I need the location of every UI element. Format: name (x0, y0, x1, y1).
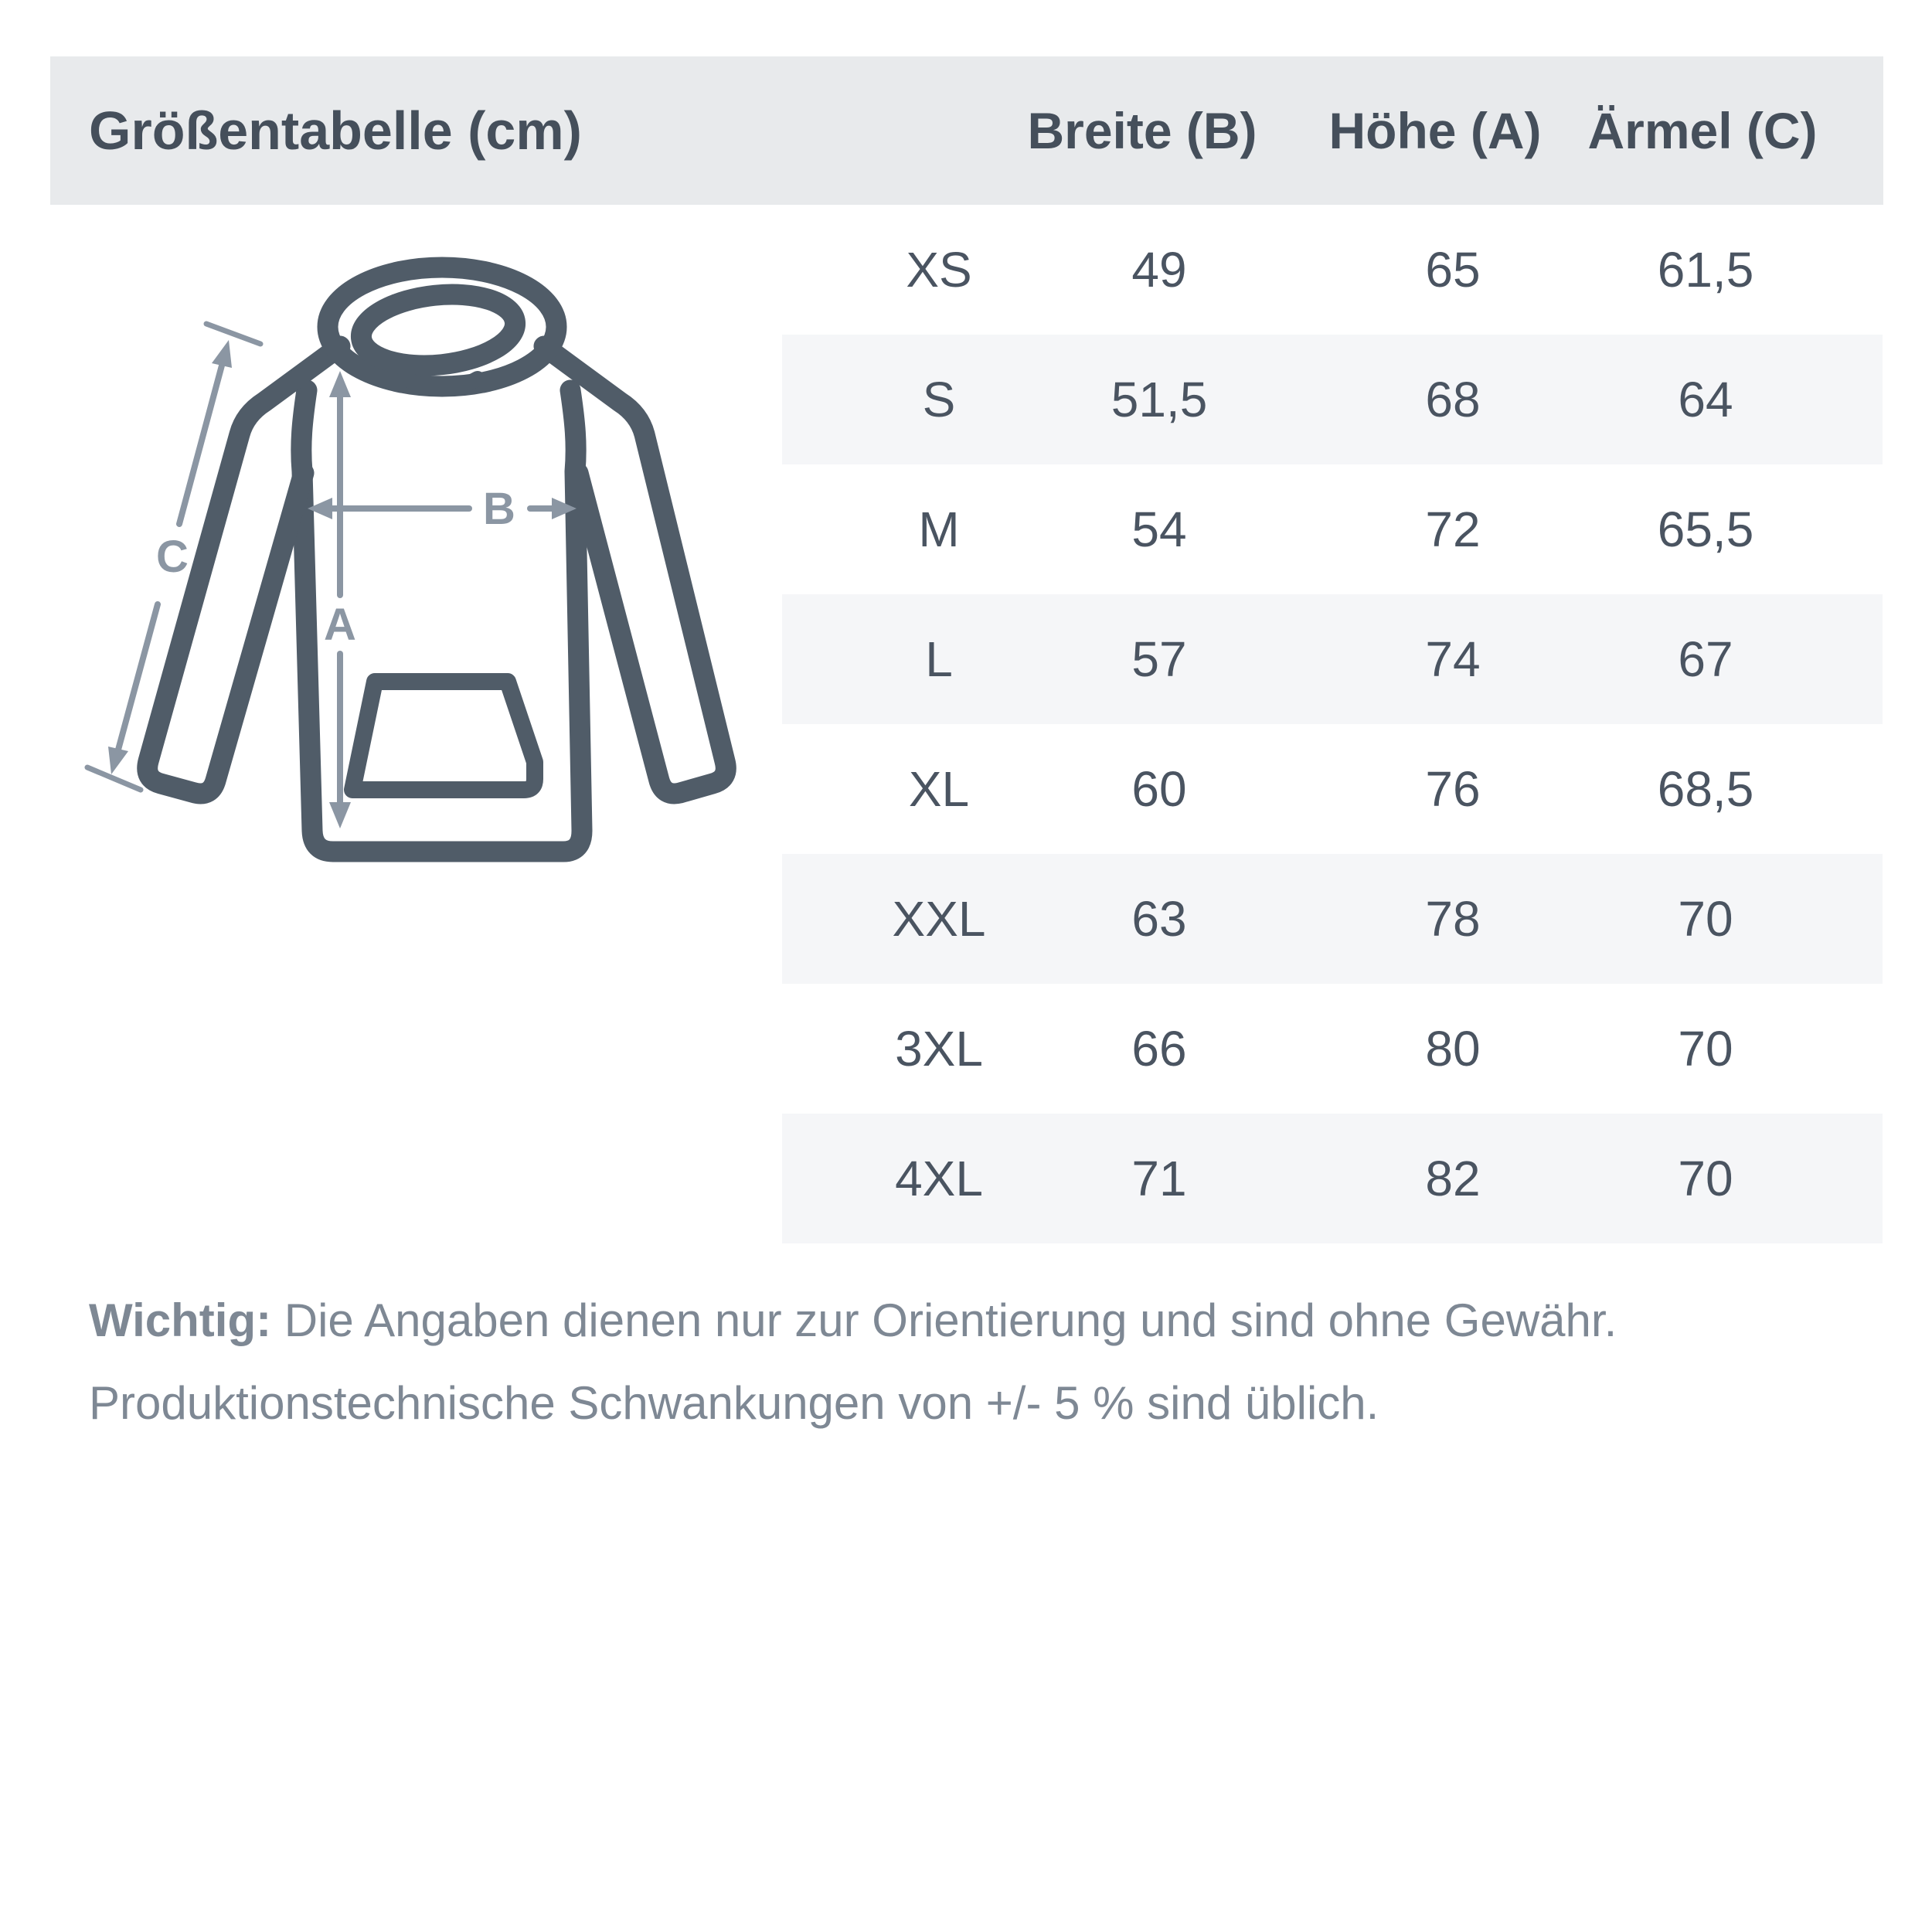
label-C: C (156, 532, 189, 582)
label-A: A (324, 600, 356, 650)
breite-value: 51,5 (1111, 372, 1208, 427)
aermel-value: 61,5 (1657, 242, 1754, 298)
footer-note (89, 1279, 1851, 1444)
table-row (782, 205, 1883, 335)
size-label: S (922, 372, 956, 427)
hoehe-value: 74 (1425, 631, 1481, 687)
breite-value: 66 (1131, 1021, 1187, 1077)
hoehe-value: 82 (1425, 1151, 1481, 1206)
hoodie-outline-drawing (62, 216, 757, 873)
table-header (50, 56, 1883, 205)
breite-value: 60 (1131, 761, 1187, 817)
table-row (782, 724, 1883, 854)
table-row (782, 1114, 1883, 1243)
breite-value: 63 (1131, 891, 1187, 947)
aermel-value: 68,5 (1657, 761, 1754, 817)
aermel-value: 70 (1678, 1021, 1733, 1077)
hoodie-measurement-diagram (62, 216, 757, 873)
size-label: M (918, 502, 960, 557)
aermel-value: 65,5 (1657, 502, 1754, 557)
hoodie-icon (148, 267, 726, 852)
table-row (782, 335, 1883, 464)
hoehe-value: 72 (1425, 502, 1481, 557)
size-label: XS (906, 242, 972, 298)
size-label: L (925, 631, 953, 687)
table-row (782, 984, 1883, 1114)
aermel-value: 67 (1678, 631, 1733, 687)
page-title: Größentabelle (cm) (89, 100, 582, 161)
size-label: XL (908, 761, 970, 817)
table-row (782, 464, 1883, 594)
aermel-value: 64 (1678, 372, 1733, 427)
hoehe-value: 65 (1425, 242, 1481, 298)
table-row (782, 854, 1883, 984)
label-B: B (483, 484, 515, 534)
hoehe-value: 76 (1425, 761, 1481, 817)
size-label: 4XL (895, 1151, 983, 1206)
footer-line-1-text: Die Angaben dienen nur zur Orientierung und sind ohne Gewähr. (284, 1294, 1617, 1346)
size-label: XXL (892, 891, 986, 947)
footer-line-2: Produktionstechnische Schwankungen von +/- 5 % sind üblich. (89, 1377, 1379, 1429)
size-table-body (782, 205, 1883, 1243)
size-label: 3XL (895, 1021, 983, 1077)
column-header-breite: Breite (B) (1027, 102, 1257, 159)
column-header-hoehe: Höhe (A) (1328, 102, 1542, 159)
breite-value: 54 (1131, 502, 1187, 557)
aermel-value: 70 (1678, 1151, 1733, 1206)
column-header-aermel: Ärmel (C) (1587, 102, 1818, 159)
table-row (782, 594, 1883, 724)
footer-line-1 (89, 1279, 1851, 1362)
aermel-value: 70 (1678, 891, 1733, 947)
hoehe-value: 78 (1425, 891, 1481, 947)
footer-important-label: Wichtig: (89, 1294, 272, 1346)
hoehe-value: 80 (1425, 1021, 1481, 1077)
breite-value: 71 (1131, 1151, 1187, 1206)
hoehe-value: 68 (1425, 372, 1481, 427)
breite-value: 57 (1131, 631, 1187, 687)
breite-value: 49 (1131, 242, 1187, 298)
